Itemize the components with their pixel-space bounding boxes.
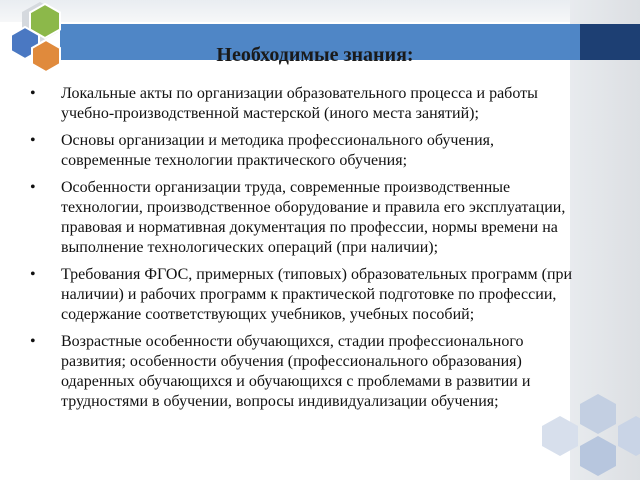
- bullet-icon: •: [30, 266, 36, 283]
- list-item-text: Требования ФГОС, примерных (типовых) образовательных программ (при наличии) и рабочих программ к практической подготовке по профессии, содержание соответствующих учебников, учебных пособий;: [61, 266, 573, 323]
- bullet-icon: •: [30, 85, 36, 102]
- list-item: [30, 265, 582, 325]
- list-item: [30, 131, 582, 171]
- logo-hex-orange: [32, 40, 60, 72]
- knowledge-list: [30, 84, 582, 419]
- list-item-text: Локальные акты по организации образовательного процесса и работы учебно-производственной мастерской (иного места занятий);: [61, 85, 538, 122]
- cluster-hex-3: [580, 436, 616, 476]
- bullet-icon: •: [30, 132, 36, 149]
- list-item: [30, 178, 582, 258]
- list-item-text: Основы организации и методика профессионального обучения, современные технологии практического обучения;: [61, 132, 495, 169]
- cluster-hex-1: [580, 394, 616, 434]
- list-item-text: Возрастные особенности обучающихся, стадии профессионального развития; особенности обучения (профессионального образования) одаренных обучающихся и обучающихся с проблемами в развитии и трудностями в обучении, вопросы индивидуализации обучения;: [61, 333, 531, 410]
- bullet-icon: •: [30, 179, 36, 196]
- list-item: [30, 84, 582, 124]
- cluster-hex-4: [618, 416, 640, 456]
- bullet-icon: •: [30, 333, 36, 350]
- hexagon-logo: [0, 0, 80, 80]
- page-title: Необходимые знания:: [216, 44, 414, 66]
- list-item: [30, 332, 582, 412]
- top-band: [0, 0, 640, 22]
- cluster-hex-2: [542, 416, 578, 456]
- title-band-dark: [580, 24, 640, 60]
- list-item-text: Особенности организации труда, современные производственные технологии, производственное оборудование и правила его эксплуатации, правовая и нормативная документация по профессии, нормы времени на выполнение технологических операций (при наличии);: [61, 179, 566, 256]
